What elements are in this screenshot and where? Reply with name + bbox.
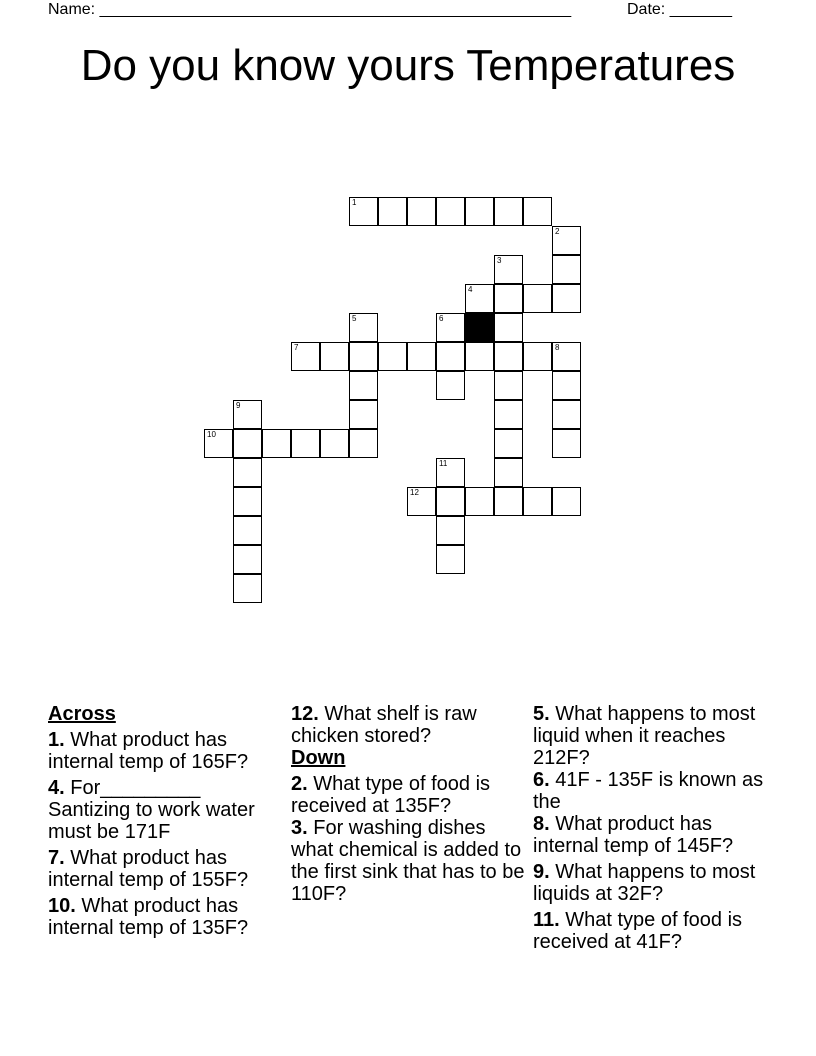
grid-cell[interactable] xyxy=(436,458,465,487)
black-cell xyxy=(465,313,494,342)
date-field[interactable]: Date: _______ xyxy=(627,1,732,18)
clue-number: 5 xyxy=(352,314,357,323)
clue-number: 12 xyxy=(410,488,419,497)
down-clue: 8. What product has internal temp of 145F? xyxy=(533,813,734,857)
grid-cell[interactable] xyxy=(320,342,349,371)
grid-cell[interactable] xyxy=(436,545,465,574)
grid-cell[interactable] xyxy=(494,255,523,284)
grid-cell[interactable] xyxy=(436,371,465,400)
clue-column-3 xyxy=(533,703,768,957)
grid-cell[interactable] xyxy=(552,284,581,313)
grid-cell[interactable] xyxy=(233,545,262,574)
grid-cell[interactable] xyxy=(552,429,581,458)
across-clue: 1. What product has internal temp of 165F? xyxy=(48,729,249,773)
grid-cell[interactable] xyxy=(233,516,262,545)
name-field[interactable]: Name: _____________________________________________________ xyxy=(48,1,572,18)
grid-cell[interactable] xyxy=(233,429,262,458)
down-clue: 6. 41F - 135F is known as the xyxy=(533,769,764,813)
clue-number: 4 xyxy=(468,285,473,294)
grid-cell[interactable] xyxy=(436,342,465,371)
grid-cell[interactable] xyxy=(436,313,465,342)
grid-cell[interactable] xyxy=(349,313,378,342)
across-clue: 4. For_________ Santizing to work water must be 171F xyxy=(48,777,255,843)
grid-cell[interactable] xyxy=(494,400,523,429)
clue-column-1 xyxy=(48,703,283,943)
grid-cell[interactable] xyxy=(407,197,436,226)
grid-cell[interactable] xyxy=(494,197,523,226)
grid-cell[interactable] xyxy=(465,487,494,516)
clue-number: 9 xyxy=(236,401,241,410)
grid-cell[interactable] xyxy=(465,342,494,371)
grid-cell[interactable] xyxy=(552,255,581,284)
grid-cell[interactable] xyxy=(407,487,436,516)
grid-cell[interactable] xyxy=(436,197,465,226)
clue-number: 8 xyxy=(555,343,560,352)
grid-cell[interactable] xyxy=(262,429,291,458)
clue-number: 7 xyxy=(294,343,299,352)
across-clue: 12. What shelf is raw chicken stored? xyxy=(291,703,477,747)
down-clue: 9. What happens to most liquids at 32F? xyxy=(533,861,756,905)
grid-cell[interactable] xyxy=(552,400,581,429)
grid-cell[interactable] xyxy=(552,342,581,371)
grid-cell[interactable] xyxy=(494,458,523,487)
grid-cell[interactable] xyxy=(407,342,436,371)
grid-cell[interactable] xyxy=(523,342,552,371)
grid-cell[interactable] xyxy=(233,487,262,516)
clue-number: 2 xyxy=(555,227,560,236)
grid-cell[interactable] xyxy=(349,371,378,400)
grid-cell[interactable] xyxy=(436,487,465,516)
grid-cell[interactable] xyxy=(436,516,465,545)
down-clue: 11. What type of food is received at 41F? xyxy=(533,909,743,953)
grid-cell[interactable] xyxy=(494,342,523,371)
grid-cell[interactable] xyxy=(465,284,494,313)
grid-cell[interactable] xyxy=(378,342,407,371)
grid-cell[interactable] xyxy=(552,226,581,255)
grid-cell[interactable] xyxy=(349,342,378,371)
down-heading: Down xyxy=(291,747,346,769)
grid-cell[interactable] xyxy=(320,429,349,458)
down-clue: 3. For washing dishes what chemical is added to the first sink that has to be 110F? xyxy=(291,817,525,905)
clue-number: 11 xyxy=(439,459,448,468)
grid-cell[interactable] xyxy=(233,400,262,429)
clue-number: 3 xyxy=(497,256,502,265)
down-clue: 2. What type of food is received at 135F? xyxy=(291,773,491,817)
grid-cell[interactable] xyxy=(204,429,233,458)
clue-column-2 xyxy=(291,703,526,909)
grid-cell[interactable] xyxy=(494,284,523,313)
grid-cell[interactable] xyxy=(233,458,262,487)
clue-number: 1 xyxy=(352,198,357,207)
grid-cell[interactable] xyxy=(523,487,552,516)
grid-cell[interactable] xyxy=(349,197,378,226)
grid-cell[interactable] xyxy=(494,371,523,400)
grid-cell[interactable] xyxy=(465,197,494,226)
grid-cell[interactable] xyxy=(349,429,378,458)
grid-cell[interactable] xyxy=(494,313,523,342)
grid-cell[interactable] xyxy=(523,284,552,313)
grid-cell[interactable] xyxy=(378,197,407,226)
across-clue: 7. What product has internal temp of 155F? xyxy=(48,847,249,891)
grid-cell[interactable] xyxy=(494,429,523,458)
grid-cell[interactable] xyxy=(233,574,262,603)
page-title: Do you know yours Temperatures xyxy=(80,41,736,90)
grid-cell[interactable] xyxy=(494,487,523,516)
grid-cell[interactable] xyxy=(552,371,581,400)
grid-cell[interactable] xyxy=(349,400,378,429)
across-heading: Across xyxy=(48,703,116,725)
across-clue: 10. What product has internal temp of 135F? xyxy=(48,895,249,939)
grid-cell[interactable] xyxy=(523,197,552,226)
clue-number: 6 xyxy=(439,314,444,323)
clue-number: 10 xyxy=(207,430,216,439)
grid-cell[interactable] xyxy=(552,487,581,516)
down-clue: 5. What happens to most liquid when it reaches 212F? xyxy=(533,703,756,769)
grid-cell[interactable] xyxy=(291,429,320,458)
grid-cell[interactable] xyxy=(291,342,320,371)
